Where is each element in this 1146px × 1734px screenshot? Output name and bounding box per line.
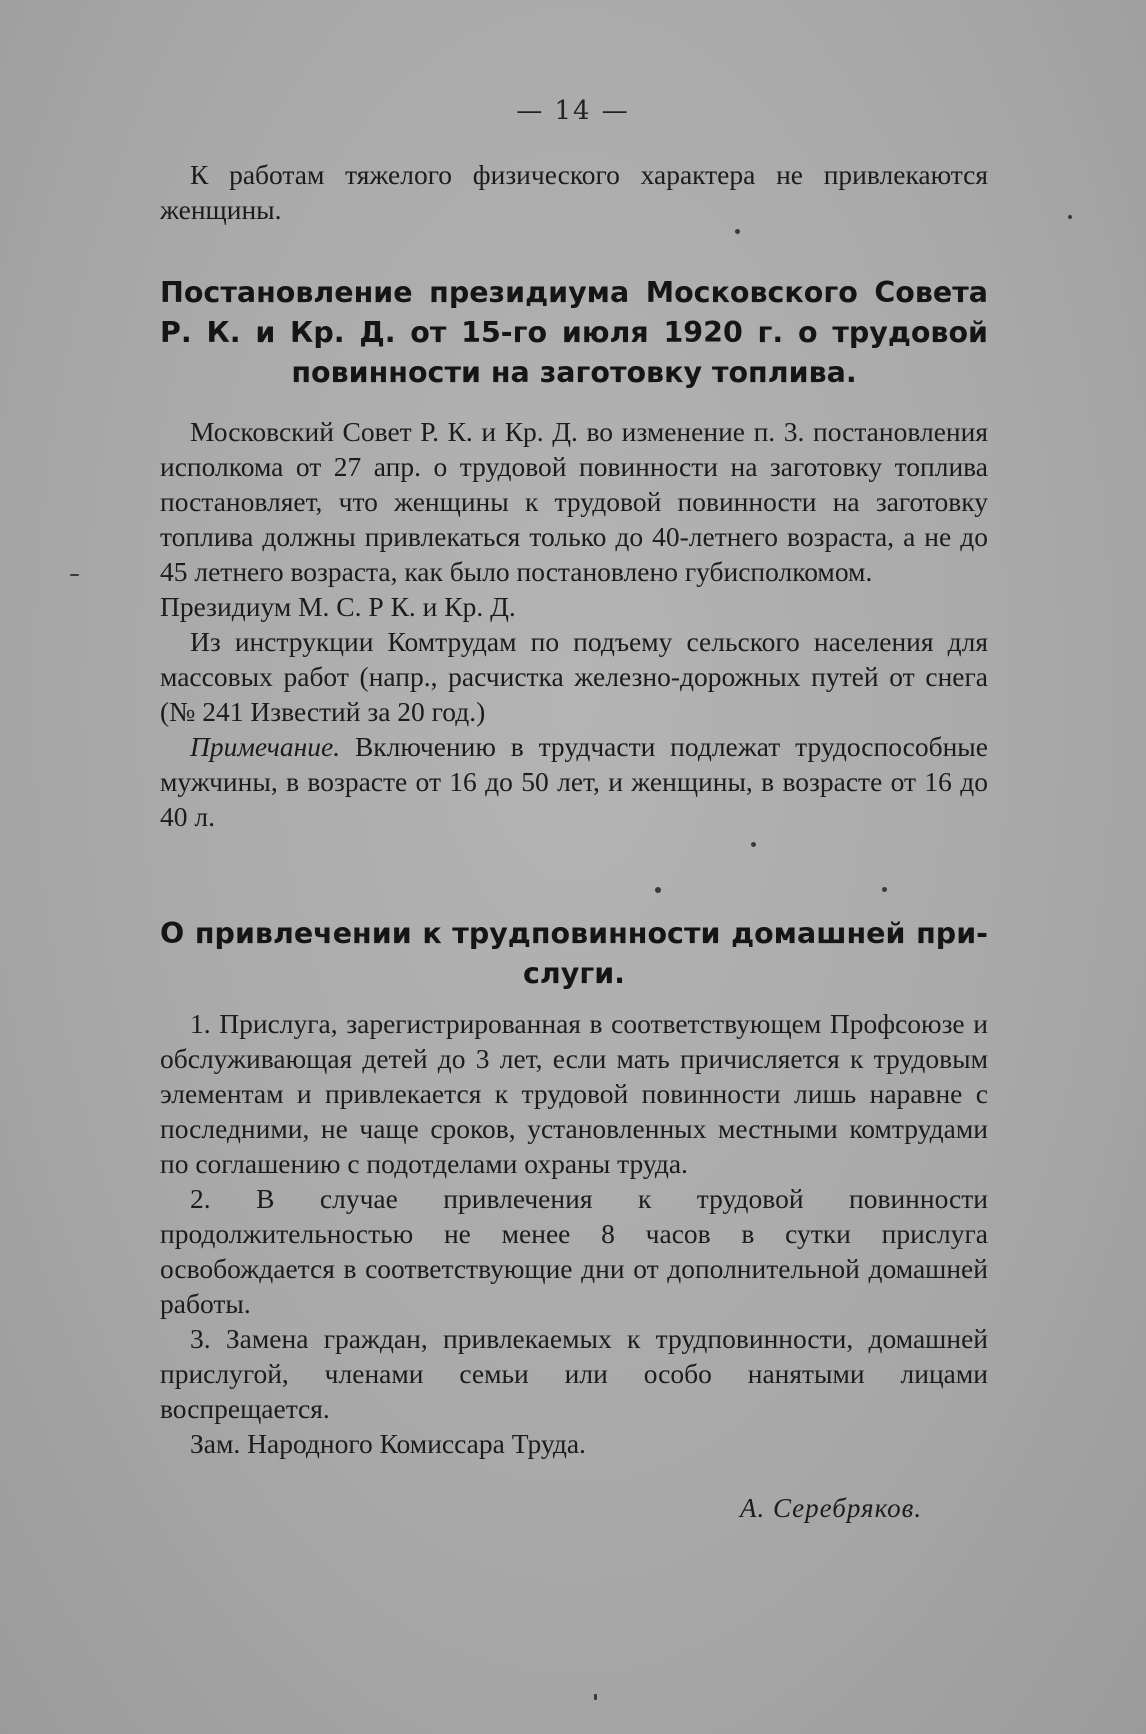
section1-instruction: Из инструкции Комтрудам по подъему сельского населения для массовых работ (напр., расчистка железно-дорожных путей от снега (№ 241 Известий за 20 год.) [160, 626, 988, 727]
intro-paragraph: К работам тяжелого физического характера не привлекаются женщины. [160, 159, 988, 225]
section2-signer-title: Зам. Народного Комиссара Труда. [190, 1428, 586, 1459]
intro-block [160, 157, 988, 227]
section1-note [160, 729, 988, 834]
section1-heading [160, 273, 988, 393]
section2-item-1: 1. Прислуга, зарегистрированная в соответствующем Профсоюзе и обслуживающая детей до 3 лет, если мать причисляется к трудовым элементам и привлекается к трудовой повинности лишь наравне с последними, не чаще сроков, установленных местными комтрудами по соглашению с подотделами охраны труда. [160, 1008, 988, 1179]
section1-paragraph: Московский Совет Р. К. и Кр. Д. во изменение п. 3. постановления исполкома от 27 апр. о трудовой повинности на заготовку топлива постановляет, что женщины к трудовой повинности на заготовку топлива должны привлекаться только до 40-летнего возраста, а не до 45 летнего возраста, как было постановлено губисполкомом. [160, 416, 988, 587]
section1-signed-by: Президиум М. С. Р К. и Кр. Д. [160, 591, 516, 622]
note-text: Включению в трудчасти подлежат трудоспособные мужчины, в возрасте от 16 до 50 лет, и женщины, в возрасте от 16 до 40 л. [160, 731, 988, 832]
section1-heading-block [160, 273, 988, 393]
section2-heading [160, 914, 988, 994]
section2-heading-block [160, 914, 988, 994]
section1-body [160, 414, 988, 834]
scan-speck [594, 1694, 597, 1700]
signature-name: А. Серебряков. [740, 1493, 923, 1523]
section1-heading-line-2: Р. К. и Кр. Д. от 15-го июля 1920 г. о трудовой [160, 316, 988, 349]
scan-speck [1068, 215, 1072, 219]
scan-speck [882, 887, 887, 892]
scan-speck [735, 229, 740, 234]
section2-heading-line-2: слуги. [522, 957, 626, 990]
note-label: Примечание. [190, 731, 341, 762]
scan-speck [655, 887, 661, 893]
section1-heading-line-1: Постановление президиума Московского Совета [160, 276, 988, 309]
section1-heading-line-3: повинности на заготовку топлива. [291, 356, 857, 389]
page-number: — 14 — [516, 96, 630, 126]
section2-item-3: 3. Замена граждан, привлекаемых к трудповинности, домашней прислугой, членами семьи или особо нанятыми лицами воспрещается. [160, 1323, 988, 1424]
scan-speck [751, 842, 756, 847]
section2-body [160, 1006, 988, 1461]
section2-item-2: 2. В случае привлечения к трудовой повинности продолжительностью не менее 8 часов в сутки прислуга освобождается в соответствующие дни от дополнительной домашней работы. [160, 1183, 988, 1319]
scan-speck [70, 574, 79, 576]
section2-heading-line-1: О привлечении к трудповинности домашней при- [160, 917, 988, 950]
